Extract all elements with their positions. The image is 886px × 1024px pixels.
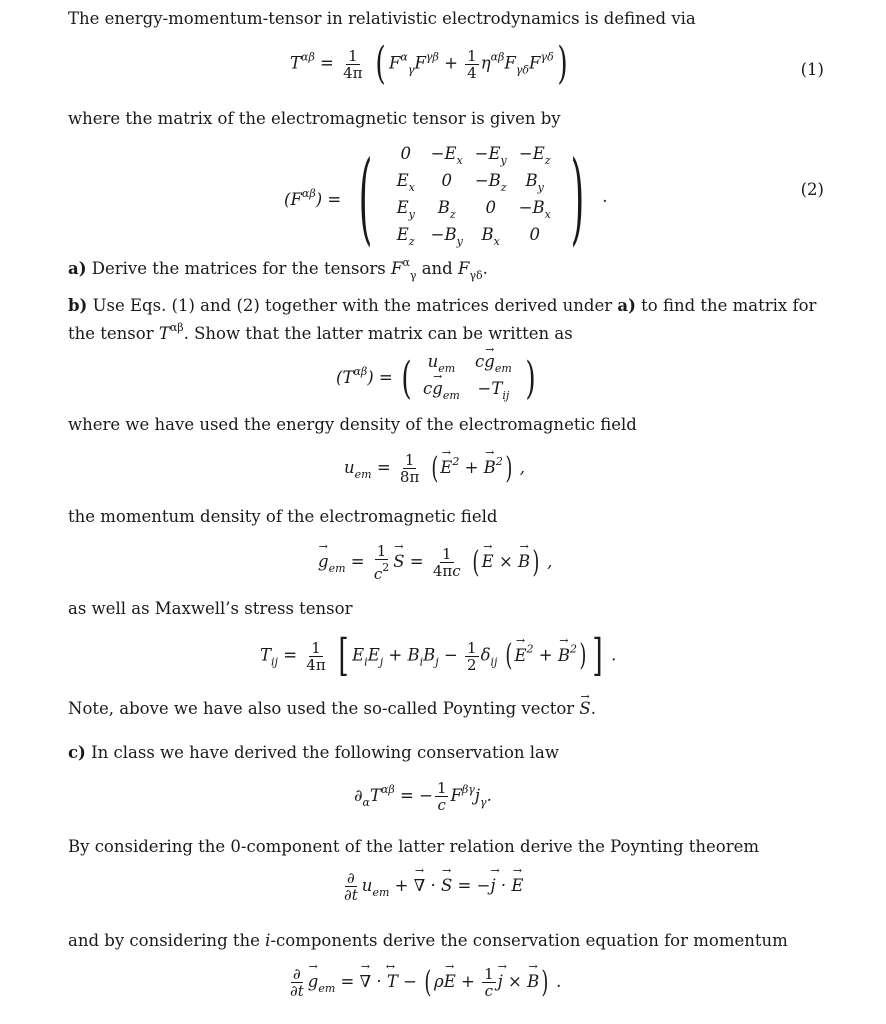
momentum-density-text: the momentum density of the electromagnetic field [68,507,498,526]
equation-poynting-theorem: $\frac{\partial}{\partial t}$ $u_{em}$ + → ∇ · → S = −→ j · → E [340,870,523,903]
equation-1-number: (1) [800,60,824,79]
intro-text: The energy-momentum-tensor in relativistic electrodynamics is defined via [68,9,696,28]
matrix-F: 0 $-E_x$ $-E_y$ $-E_z$ $E_x$ 0 $-B_z$ $B_y$ $E_y$ $B_z$ 0 $-B_x$ $E_z$ $-B_y$ $B_x$ 0 [396,144,551,248]
equation-1: $T^{\alpha\beta}$ = $\frac{1}{4\pi}$ ( $F^\alpha_\gamma F^{\gamma\beta}$ + $\frac{1}{4}$ $\eta^{\alpha\beta}F_{\gamma\delta}F^{\gamma\delta}$) [290,38,568,89]
part-b: b) Use Eqs. (1) and (2) together with the matrices derived under a) to find the matrix for the tensor $T^{\alpha\beta}$. Show that the latter matrix can be written as [68,296,817,343]
where-matrix-text: where the matrix of the electromagnetic tensor is given by [68,109,561,128]
part-a: a) Derive the matrices for the tensors $F^\alpha_\gamma$ and $F_{\gamma\delta}$. [68,256,488,282]
poynting-text: By considering the 0-component of the latter relation derive the Poynting theorem [68,837,760,856]
equation-T-matrix: $(T^{\alpha\beta})$ = ( $u_{em}$ $c\to g_{em}$ $c\to g_{em}$ $-T_{ij}$ ) [336,352,539,405]
momentum-conservation-text: and by considering the i-components derive the conservation equation for momentum [68,931,788,950]
note-text: Note, above we have also used the so-called Poynting vector → S. [68,698,828,720]
stress-tensor-text: as well as Maxwell’s stress tensor [68,599,353,618]
part-c: c) In class we have derived the following conservation law [68,743,560,762]
equation-stress-tensor: $T_{ij}$ = $\frac{1}{4\pi}$ [ $E_iE_j + B_iB_j$ − $\frac{1}{2}$ $\delta_{ij}$ (→ $E^2$ + → $B^2$) ] . [260,634,616,678]
equation-conservation-law: $\partial_\alpha T^{\alpha\beta}$ = − $\frac{1}{c}$ $F^{\beta\gamma}j_\gamma$. [354,779,492,814]
equation-momentum-conservation: $\frac{\partial}{\partial t}$ → $g_{em}$ = → ∇ · ↔ T − ( ρ→ E + $\frac{1}{c}$ → j × → B) . [286,966,561,999]
energy-density-text: where we have used the energy density of the electromagnetic field [68,415,637,434]
equation-momentum-density: → $g_{em}$ = $\frac{1}{c^2}$ → S = $\frac{1}{4\pi c}$ (→ E × → B) , [318,543,552,582]
equation-energy-density: $u_{em}$ = $\frac{1}{8\pi}$ (→ $E^2$ + → $B^2$) , [344,452,525,485]
equation-2-number: (2) [800,180,824,199]
equation-2: $(F^{\alpha\beta})$ = ( 0 $-E_x$ $-E_y$ $-E_z$ $E_x$ 0 $-B_z$ $B_y$ $E_y$ $B_z$ 0 $-B_x$ $E_z$ $-B_y$ $B_x$ 0 ) . [284,138,608,256]
